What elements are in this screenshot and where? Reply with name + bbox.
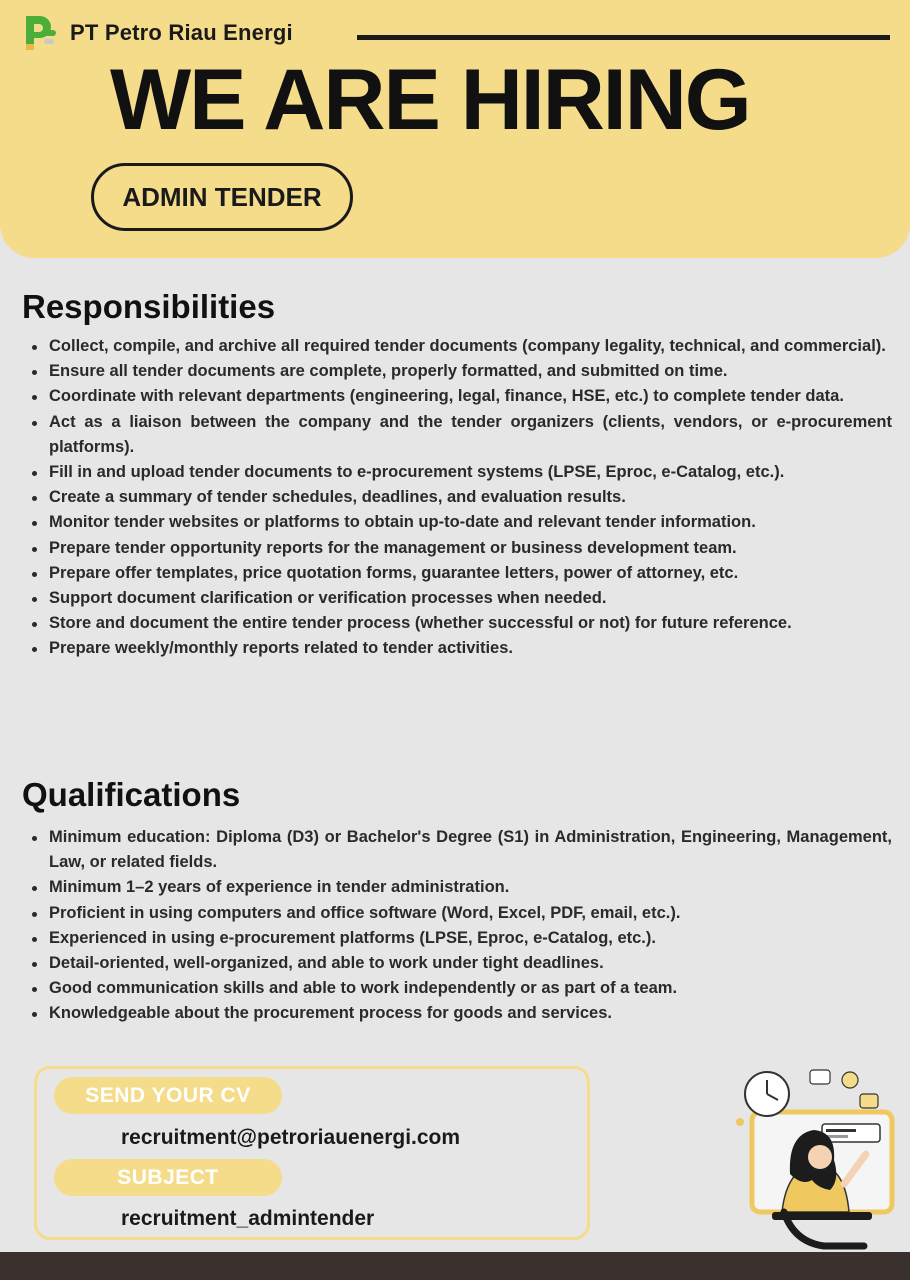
position-title: ADMIN TENDER bbox=[122, 181, 322, 212]
responsibilities-title: Responsibilities bbox=[22, 288, 276, 325]
responsibility-item: Store and document the entire tender process (whether successful or not) for future reference. bbox=[30, 611, 892, 636]
woman-working-illustration-icon bbox=[712, 1062, 908, 1252]
company-logo-icon bbox=[20, 12, 60, 54]
send-cv-label-text: SEND YOUR CV bbox=[85, 1083, 251, 1107]
qualification-item: Proficient in using computers and office software (Word, Excel, PDF, email, etc.). bbox=[30, 901, 892, 926]
responsibility-item: Prepare offer templates, price quotation forms, guarantee letters, power of attorney, etc. bbox=[30, 561, 892, 586]
position-badge bbox=[91, 163, 353, 231]
responsibility-item: Ensure all tender documents are complete, properly formatted, and submitted on time. bbox=[30, 359, 892, 384]
company-name: PT Petro Riau Energi bbox=[70, 20, 293, 45]
footer-bar bbox=[0, 1252, 910, 1280]
qualification-item: Minimum 1–2 years of experience in tender administration. bbox=[30, 875, 892, 900]
send-cv-label bbox=[54, 1077, 282, 1114]
responsibility-item: Collect, compile, and archive all required tender documents (company legality, technical, and commercial). bbox=[30, 334, 892, 359]
responsibility-item: Create a summary of tender schedules, deadlines, and evaluation results. bbox=[30, 485, 892, 510]
qualification-item: Detail-oriented, well-organized, and able to work under tight deadlines. bbox=[30, 951, 892, 976]
responsibility-item: Prepare weekly/monthly reports related to tender activities. bbox=[30, 636, 892, 661]
subject-label-text: SUBJECT bbox=[117, 1165, 219, 1189]
qualifications-title: Qualifications bbox=[22, 776, 241, 813]
header-divider bbox=[357, 35, 890, 40]
subject-value: recruitment_admintender bbox=[121, 1207, 375, 1230]
contact-email[interactable]: recruitment@petroriauenergi.com bbox=[121, 1126, 461, 1149]
responsibility-item: Fill in and upload tender documents to e-procurement systems (LPSE, Eproc, e-Catalog, etc.). bbox=[30, 460, 892, 485]
responsibility-item: Prepare tender opportunity reports for the management or business development team. bbox=[30, 536, 892, 561]
responsibility-item: Monitor tender websites or platforms to obtain up-to-date and relevant tender information. bbox=[30, 510, 892, 535]
qualification-item: Experienced in using e-procurement platforms (LPSE, Eproc, e-Catalog, etc.). bbox=[30, 926, 892, 951]
qualification-item: Knowledgeable about the procurement process for goods and services. bbox=[30, 1001, 892, 1026]
qualification-item: Good communication skills and able to work independently or as part of a team. bbox=[30, 976, 892, 1001]
header-banner bbox=[0, 0, 910, 258]
responsibility-item: Act as a liaison between the company and the tender organizers (clients, vendors, or e-procurement platforms). bbox=[30, 410, 892, 460]
qualification-item: Minimum education: Diploma (D3) or Bachelor's Degree (S1) in Administration, Engineering, Management, Law, or related fields. bbox=[30, 825, 892, 875]
hiring-headline: WE ARE HIRING bbox=[110, 52, 750, 148]
responsibilities-list bbox=[30, 334, 892, 662]
responsibility-item: Support document clarification or verification processes when needed. bbox=[30, 586, 892, 611]
qualifications-list bbox=[30, 825, 892, 1027]
subject-label bbox=[54, 1159, 282, 1196]
responsibility-item: Coordinate with relevant departments (engineering, legal, finance, HSE, etc.) to complete tender data. bbox=[30, 384, 892, 409]
